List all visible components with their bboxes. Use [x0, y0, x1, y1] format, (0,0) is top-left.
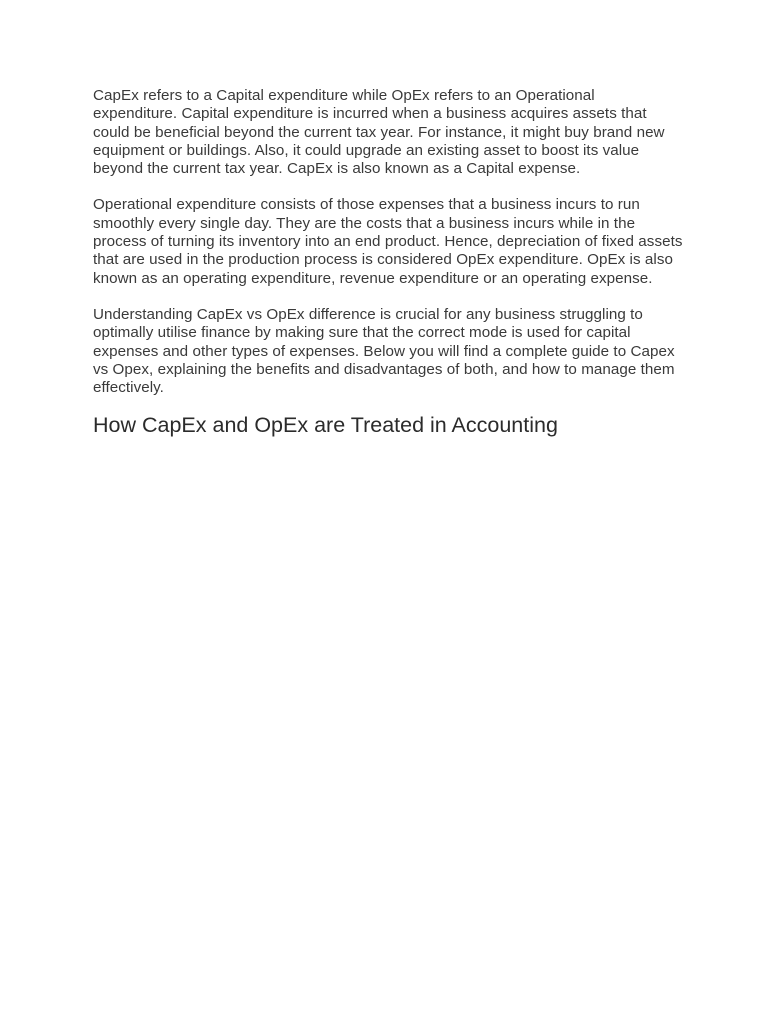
document-body: [93, 87, 683, 443]
paragraph-opex-definition: Operational expenditure consists of those expenses that a business incurs to run smoothly every single day. They are the costs that a business incurs while in the process of turning its inventory into an end product. Hence, depreciation of fixed assets that are used in the production process is considered OpEx expenditure. OpEx is also known as an operating expenditure, revenue expenditure or an operating expense.: [93, 196, 683, 287]
section-heading: How CapEx and OpEx are Treated in Accounting: [93, 413, 558, 438]
paragraph-capex-definition: CapEx refers to a Capital expenditure while OpEx refers to an Operational expenditure. Capital expenditure is incurred when a business acquires assets that could be beneficial beyond the current tax year. For instance, it might buy brand new equipment or buildings. Also, it could upgrade an existing asset to boost its value beyond the current tax year. CapEx is also known as a Capital expense.: [93, 87, 665, 178]
paragraph-capex-vs-opex: Understanding CapEx vs OpEx difference is crucial for any business struggling to optimally utilise finance by making sure that the correct mode is used for capital expenses and other types of expenses. Below you will find a complete guide to Capex vs Opex, explaining the benefits and disadvantages of both, and how to manage them effectively.: [93, 305, 675, 397]
